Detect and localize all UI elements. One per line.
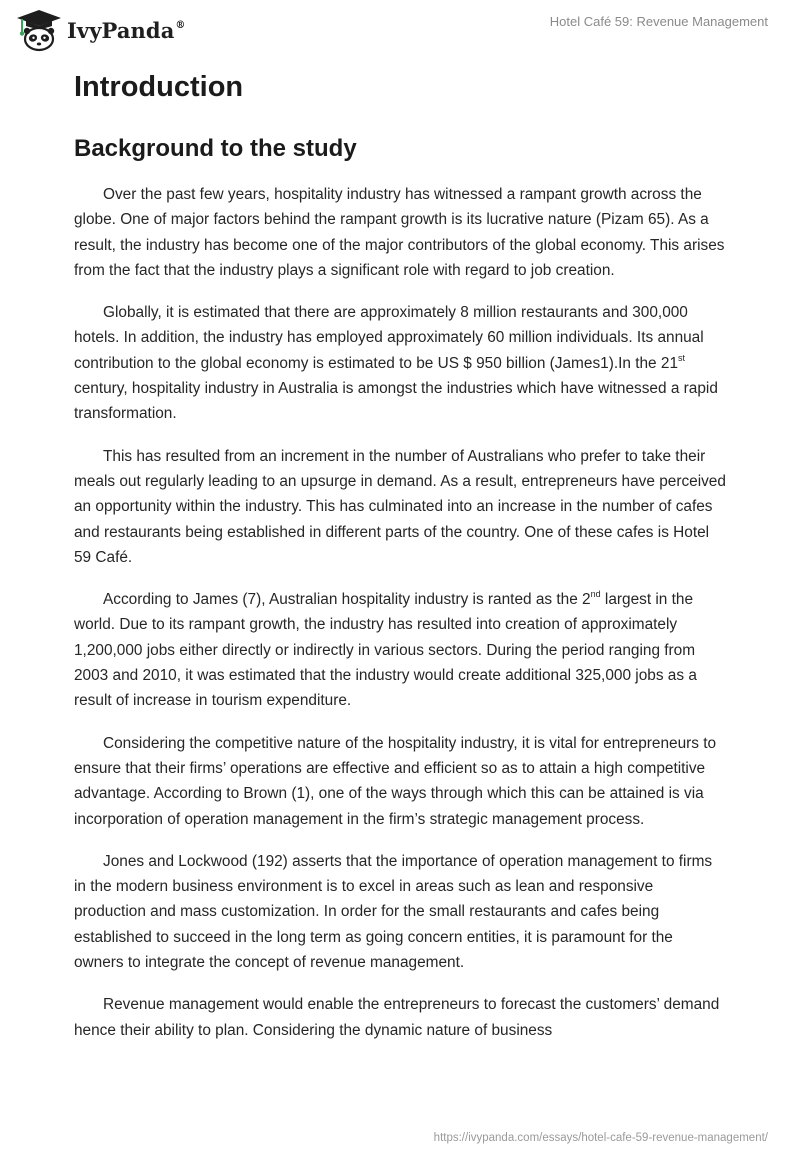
paragraph-1: Over the past few years, hospitality industry has witnessed a rampant growth across the globe. One of major factors behind the rampant growth is its lucrative nature (Pizam 65). As a result, the industry has become one of the major contributors of the global economy. This arises from the fact that the industry plays a significant role with regard to job creation. bbox=[74, 186, 725, 279]
page-title: Introduction bbox=[74, 71, 244, 103]
panda-graduate-icon bbox=[14, 8, 64, 52]
article-body bbox=[74, 182, 726, 1060]
brand-name: IvyPanda® bbox=[67, 17, 186, 43]
paragraph-6: Jones and Lockwood (192) asserts that the importance of operation management to firms in the modern business environment is to excel in areas such as lean and responsive production and mass customization. In order for the small restaurants and cafes being established to succeed in the long term as going concern entities, it is paramount for the owners to integrate the concept of revenue management. bbox=[74, 852, 713, 972]
paragraph-3: This has resulted from an increment in the number of Australians who prefer to take their meals out regularly leading to an upsurge in demand. As a result, entrepreneurs have perceived an opportunity within the industry. This has culminated into an increase in the number of cafes and restaurants being established in different parts of the country. One of these cafes is Hotel 59 Café. bbox=[74, 447, 726, 566]
paragraph-7: Revenue management would enable the entrepreneurs to forecast the customers’ demand hence their ability to plan. Considering the dynamic nature of business bbox=[74, 996, 720, 1039]
ordinal-suffix: nd bbox=[590, 589, 601, 600]
paragraph-2: Globally, it is estimated that there are approximately 8 million restaurants and 300,000 hotels. In addition, the industry has employed approximately 60 million individuals. Its annual contribution to the global economy is estimated to be US $ 950 billion (James1).In the 21st century, hospitality industry in Australia is amongst the industries which have witnessed a rapid transformation. bbox=[74, 304, 718, 423]
ordinal-suffix: st bbox=[678, 352, 686, 363]
source-url-link[interactable]: https://ivypanda.com/essays/hotel-cafe-59-revenue-management/ bbox=[433, 1132, 768, 1144]
paragraph-4: According to James (7), Australian hospitality industry is ranted as the 2nd largest in the world. Due to its rampant growth, the industry has resulted into creation of approximately 1,200,000 jobs either directly or indirectly in various sectors. During the period ranging from 2003 and 2010, it was estimated that the industry would create additional 325,000 jobs as a result of increase in tourism expenditure. bbox=[74, 589, 697, 710]
section-heading: Background to the study bbox=[74, 135, 357, 162]
ivypanda-logo[interactable] bbox=[14, 8, 186, 52]
paragraph-5: Considering the competitive nature of the hospitality industry, it is vital for entrepreneurs to ensure that their firms’ operations are effective and efficient so as to attain a high competitive advantage. According to Brown (1), one of the ways through which this can be attained is via incorporation of operation management in the firm’s strategic management process. bbox=[74, 734, 717, 828]
page-header bbox=[0, 0, 800, 64]
document-title: Hotel Café 59: Revenue Management bbox=[549, 14, 768, 29]
registered-mark: ® bbox=[175, 19, 186, 31]
